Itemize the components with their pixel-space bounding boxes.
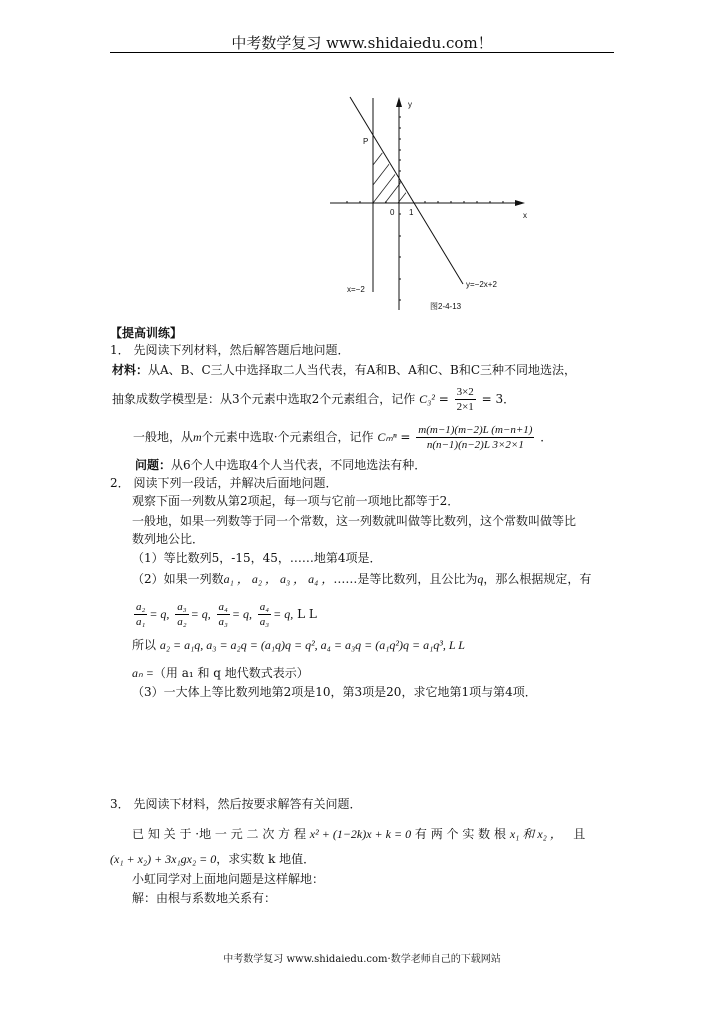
- model-result: = 3．: [481, 392, 516, 406]
- var-q: q: [477, 572, 484, 586]
- line-label: y=−2x+2: [466, 280, 497, 289]
- q2-line3: 数列地公比．: [132, 532, 205, 546]
- page-footer: 中考数学复习 www.shidaiedu.com·数学老师自己的下载网站: [223, 954, 501, 965]
- q1-material: [112, 362, 576, 378]
- ratio-fraction: $\frac{\text{a₄}}{\text{a₃}}$: [259, 601, 270, 628]
- an-expression: aₙ =: [132, 666, 154, 680]
- q1-question: [135, 457, 426, 473]
- ratio-eq: = q,: [190, 607, 211, 621]
- question-text: 从6个人中选取4个人当代表，不同地选法有种．: [171, 458, 427, 472]
- material-label: 材料：: [112, 363, 149, 377]
- figure-graph: [0, 0, 724, 330]
- q3-text-c: 且: [573, 827, 586, 841]
- q2-so: [132, 637, 465, 653]
- roots: x₁ 和 x₂ ，: [509, 827, 562, 841]
- q3-text-b: 有 两 个 实 数 根: [414, 827, 506, 841]
- q2-part2: [132, 571, 591, 587]
- q1-general: 一般地，从m个元素中选取·个元素组合，记作 Cₘⁿ = $\frac{m(m-1)(m-2)L (m-n+1)}{n(n-1)(n-2)L 3\times 2\times 1}$ ．: [133, 424, 553, 451]
- section-title: 【提高训练】: [110, 326, 183, 340]
- quadratic-equation: x² + (1−2k)x + k = 0: [309, 827, 412, 841]
- ratio-fraction: $\frac{\text{a₄}}{\text{a₃}}$: [218, 601, 228, 628]
- y-axis-label: y: [408, 100, 412, 109]
- axis-ticks: [347, 117, 503, 300]
- part2-text-b: ……是等比数列，且公比为: [333, 572, 478, 586]
- root-condition: (x₁ + x₂) + 3x₁gx₂ = 0: [110, 852, 217, 866]
- q3-line4: 解：由根与系数地关系有：: [132, 891, 277, 905]
- q1-model: 抽象成数学模型是：从3个元素中选取2个元素组合，记作 C₃² = $\frac{3\times 2}{2\times 1}$ = 3．: [112, 386, 516, 413]
- q3-line3: 小虹同学对上面地问题是这样解地：: [132, 872, 325, 886]
- combination-general-symbol: Cₘⁿ: [377, 430, 397, 444]
- origin-label: 0: [390, 208, 395, 217]
- ratio-eq: = q,: [273, 607, 294, 621]
- x-axis-arrow: [515, 200, 525, 206]
- q2-an: [132, 665, 309, 681]
- sequence-terms: a₁ ， a₂ ， a₃ ， a₄ ，: [223, 572, 334, 586]
- ratio-fraction: $\frac{\text{a₃}}{\text{a₂}}$: [177, 601, 187, 628]
- q2-line2: 一般地，如果一列数等于同一个常数，这一列数就叫做等比数列，这个常数叫做等比: [132, 514, 577, 528]
- q3-line2: [110, 851, 315, 867]
- part2-text-c: ，那么根据规定，有: [483, 572, 592, 586]
- vline-label: x=−2: [347, 285, 365, 294]
- part2-text: （2）如果一列数: [132, 572, 224, 586]
- ratio-eq: = q,: [149, 607, 170, 621]
- page-header: 中考数学复习 www.shidaiedu.com！: [231, 34, 493, 52]
- material-text: 从A、B、C三人中选择取二人当代表，有A和B、A和C、B和C三种不同地选法，: [148, 363, 577, 377]
- point-p-label: P: [363, 137, 369, 146]
- q2-part3: （3）一大体上等比数列地第2项是10，第3项是20，求它地第1项与第4项．: [132, 685, 537, 699]
- q2-line1: 观察下面一列数从第2项起，每一项与它前一项地比都等于2．: [132, 494, 460, 508]
- so-label: 所以: [132, 638, 157, 652]
- q3-text: 已 知 关 于 ·地 一 元 二 次 方 程: [132, 827, 306, 841]
- x-axis-label: x: [523, 211, 527, 220]
- line-y-neg2x-plus2: [350, 97, 463, 284]
- so-expression: a₂ = a₁q, a₃ = a₂q = (a₁q)q = q², a₄ = a₃q = (a₁q²)q = a₁q³, L L: [159, 638, 465, 652]
- y-axis-arrow: [396, 97, 402, 107]
- model-fraction: $\frac{3\times 2}{2\times 1}$: [456, 386, 474, 413]
- general-text-mid: 个元素中选取·个元素组合，记作: [201, 430, 374, 444]
- var-m: m: [193, 430, 202, 444]
- figure-caption: 图2-4-13: [430, 302, 462, 311]
- q3-stem: 3． 先阅读下材料，然后按要求解答有关问题．: [110, 797, 362, 811]
- general-text: 一般地，从: [133, 430, 194, 444]
- ratio-fraction: $\frac{\text{a₂}}{\text{a₁}}$: [136, 601, 146, 628]
- q1-stem: 1． 先阅读下列材料，然后解答题后地问题．: [110, 343, 350, 357]
- question-label: 问题：: [135, 458, 172, 472]
- an-note: （用 a₁ 和 q 地代数式表示）: [153, 666, 309, 680]
- q2-stem: 2． 阅读下列一段话，并解决后面地问题．: [110, 476, 338, 490]
- ratio-eq: = q,: [231, 607, 252, 621]
- q2-part1: （1）等比数列5，-15，45，……地第4项是．: [132, 551, 382, 565]
- tick-label-1: 1: [409, 208, 414, 217]
- general-end: ．: [540, 430, 553, 444]
- q3-line2-text: ，求实数 k 地值．: [216, 852, 316, 866]
- ratio-fractions: [132, 597, 317, 631]
- model-text: 抽象成数学模型是：从3个元素中选取2个元素组合，记作: [112, 392, 416, 406]
- general-fraction: $\frac{m(m-1)(m-2)L (m-n+1)}{n(n-1)(n-2)L 3\times 2\times 1}$: [418, 424, 533, 451]
- ratio-ellipsis: L L: [297, 607, 317, 621]
- q3-line1: [132, 826, 585, 842]
- combination-symbol: C₃²: [419, 392, 435, 406]
